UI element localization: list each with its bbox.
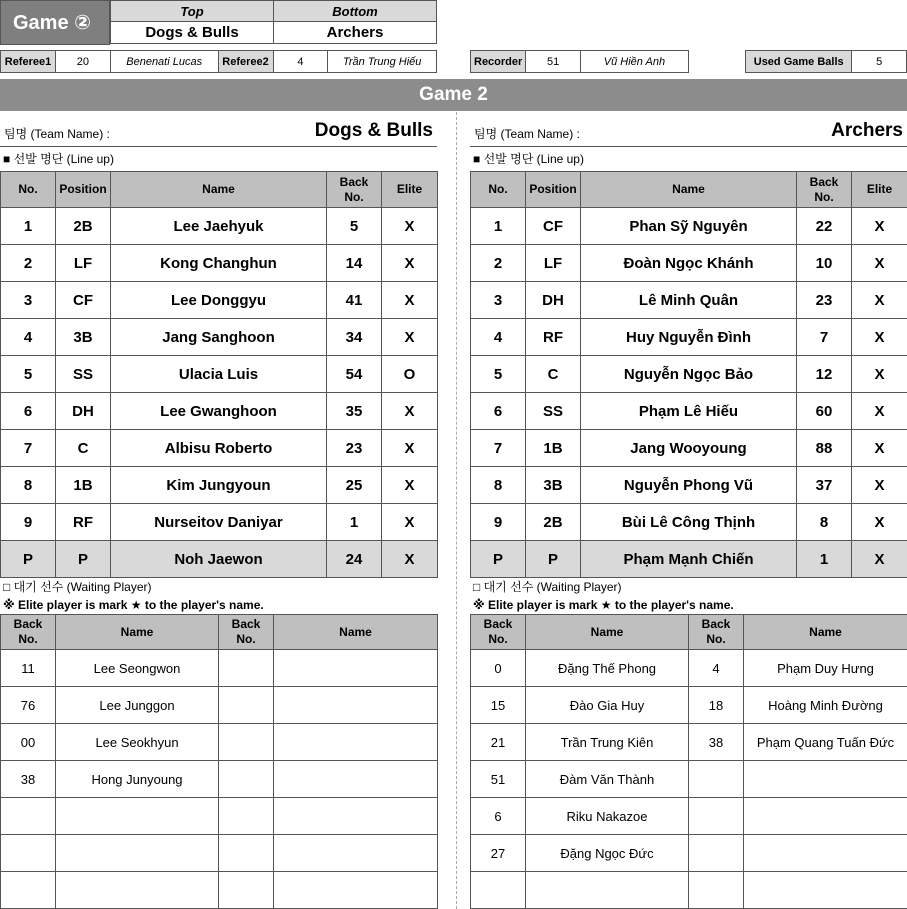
batting-order: 7 [471,430,526,467]
back-number: 34 [327,319,382,356]
elite-mark: X [852,245,907,282]
player-name: Đào Gia Huy [526,687,689,724]
back-number [219,724,274,761]
player-name: Jang Sanghoon [111,319,327,356]
batting-order: 4 [471,319,526,356]
back-number [219,798,274,835]
elite-mark: X [852,504,907,541]
waiting-row [1,761,438,798]
col-position: Position [526,172,581,208]
player-name: Đàm Văn Thành [526,761,689,798]
lineup-row [471,356,907,393]
lineup-row [471,245,907,282]
top-label: Top [111,1,274,22]
elite-mark: X [852,467,907,504]
lineup-row [471,319,907,356]
player-name: Lee Seongwon [56,650,219,687]
referee1-name: Benenati Lucas [110,51,218,73]
waiting-heading: □ 대기 선수 (Waiting Player) [473,580,622,594]
waiting-row [1,687,438,724]
recorder-label: Recorder [471,51,526,73]
back-number: 25 [327,467,382,504]
elite-note: ※ Elite player is mark ★ to the player's name. [3,598,264,612]
back-number: 27 [471,835,526,872]
back-number [689,761,744,798]
back-number: 23 [797,282,852,319]
col-back-line2: No. [236,632,256,646]
player-name: Lee Donggyu [111,282,327,319]
col-back-no [1,615,56,650]
position: RF [526,319,581,356]
col-back-line1: Back [809,174,839,189]
col-back-line2: No. [488,632,508,646]
lineup-row [1,393,438,430]
team-name-label: 팀명 (Team Name) : [474,127,580,141]
player-name: Phạm Mạnh Chiến [581,541,797,578]
batting-order: 2 [1,245,56,282]
player-name: Phạm Duy Hưng [744,650,907,687]
back-number: 4 [689,650,744,687]
position: 2B [56,208,111,245]
col-back-no [797,172,852,208]
game-badge: Game ② [0,0,110,45]
referee1-label: Referee1 [1,51,56,73]
player-name [526,872,689,909]
position: DH [56,393,111,430]
team-name: Archers [831,120,903,141]
elite-note: ※ Elite player is mark ★ to the player's name. [473,598,734,612]
player-name: Kong Changhun [111,245,327,282]
elite-mark: X [852,430,907,467]
back-number: 11 [1,650,56,687]
lineup-row [1,467,438,504]
player-name: Lee Seokhyun [56,724,219,761]
player-name: Nguyễn Phong Vũ [581,467,797,504]
waiting-table [470,614,907,909]
position: P [526,541,581,578]
back-number: 1 [797,541,852,578]
col-back-line2: No. [344,189,364,204]
used-game-balls-label: Used Game Balls [746,51,852,73]
waiting-row [471,761,907,798]
lineup-header-row [1,172,438,208]
player-name: Nguyễn Ngọc Bảo [581,356,797,393]
elite-mark: X [382,467,438,504]
referee2-label: Referee2 [218,51,273,73]
lineup-row [471,282,907,319]
back-number [219,872,274,909]
elite-mark: X [852,541,907,578]
player-name: Riku Nakazoe [526,798,689,835]
player-name [274,798,438,835]
col-elite: Elite [852,172,907,208]
batting-order: 4 [1,319,56,356]
position: CF [56,282,111,319]
waiting-row [1,835,438,872]
back-number: 8 [797,504,852,541]
elite-mark: X [852,393,907,430]
player-name: Huy Nguyễn Đình [581,319,797,356]
waiting-row [471,872,907,909]
col-back-line2: No. [18,632,38,646]
player-name: Đoàn Ngọc Khánh [581,245,797,282]
batting-order: 8 [471,467,526,504]
elite-mark: X [852,319,907,356]
team-name: Dogs & Bulls [314,120,433,141]
batting-order: P [1,541,56,578]
position: 3B [56,319,111,356]
col-back-line2: No. [706,632,726,646]
elite-mark: X [382,393,438,430]
referees-table [0,50,437,73]
player-name: Lee Jaehyuk [111,208,327,245]
col-name: Name [744,615,907,650]
lineup-row [1,319,438,356]
player-name [274,872,438,909]
position: SS [56,356,111,393]
lineup-row [1,430,438,467]
player-name: Đặng Thế Phong [526,650,689,687]
elite-mark: X [382,541,438,578]
back-number: 22 [797,208,852,245]
back-number [219,687,274,724]
col-name: Name [274,615,438,650]
waiting-row [471,724,907,761]
player-name [56,872,219,909]
bottom-team: Archers [274,22,437,44]
position: C [526,356,581,393]
referee2-name: Trần Trung Hiếu [328,51,437,73]
player-name: Phan Sỹ Nguyên [581,208,797,245]
batting-order: 7 [1,430,56,467]
back-number: 14 [327,245,382,282]
lineup-row [1,208,438,245]
back-number: 38 [689,724,744,761]
lineup-row [1,504,438,541]
batting-order: 1 [471,208,526,245]
position: C [56,430,111,467]
player-name [274,835,438,872]
back-number [219,835,274,872]
batting-order: 9 [1,504,56,541]
top-team: Dogs & Bulls [111,22,274,44]
batting-order: 3 [471,282,526,319]
used-game-balls-value: 5 [852,51,907,73]
elite-mark: X [382,208,438,245]
lineup-table [470,171,907,578]
col-back-line2: No. [814,189,834,204]
batting-order: P [471,541,526,578]
waiting-row [1,650,438,687]
player-name: Hong Junyoung [56,761,219,798]
player-name: Đặng Ngọc Đức [526,835,689,872]
recorder-table [470,50,689,73]
back-number: 35 [327,393,382,430]
player-name [274,724,438,761]
back-number [1,798,56,835]
team-name-row [470,112,907,147]
position: SS [526,393,581,430]
col-no: No. [471,172,526,208]
back-number: 18 [689,687,744,724]
back-number: 5 [327,208,382,245]
elite-mark: X [382,282,438,319]
col-name: Name [526,615,689,650]
col-position: Position [56,172,111,208]
waiting-row [1,724,438,761]
batting-order: 5 [1,356,56,393]
col-back-no [219,615,274,650]
position: RF [56,504,111,541]
center-divider [456,112,457,909]
back-number: 12 [797,356,852,393]
lineup-row [1,356,438,393]
back-number: 38 [1,761,56,798]
lineup-row [471,208,907,245]
back-number: 00 [1,724,56,761]
back-number: 41 [327,282,382,319]
player-name [744,835,907,872]
elite-mark: X [382,319,438,356]
waiting-heading: □ 대기 선수 (Waiting Player) [3,580,152,594]
back-number: 54 [327,356,382,393]
elite-mark: X [382,430,438,467]
lineup-row [471,430,907,467]
elite-mark: O [382,356,438,393]
col-name: Name [111,172,327,208]
player-name [744,761,907,798]
elite-mark: X [852,208,907,245]
back-number [689,872,744,909]
waiting-table [0,614,438,909]
game-title-bar: Game 2 [0,79,907,111]
col-name: Name [581,172,797,208]
team-name-label: 팀명 (Team Name) : [4,127,110,141]
waiting-header-row [471,615,907,650]
batting-order: 8 [1,467,56,504]
lineup-row [1,282,438,319]
back-number: 24 [327,541,382,578]
batting-order: 9 [471,504,526,541]
balls-table [745,50,907,73]
back-number [219,761,274,798]
right-team-panel [470,112,907,909]
player-name: Trần Trung Kiên [526,724,689,761]
back-number: 37 [797,467,852,504]
player-name: Hoàng Minh Đường [744,687,907,724]
waiting-row [471,687,907,724]
back-number [689,835,744,872]
player-name: Lee Junggon [56,687,219,724]
lineup-row [1,541,438,578]
batting-order: 1 [1,208,56,245]
col-name: Name [56,615,219,650]
recorder-no: 51 [526,51,581,73]
col-back-no [689,615,744,650]
position: 1B [526,430,581,467]
position: LF [526,245,581,282]
col-back-line1: Back [339,174,369,189]
back-number: 21 [471,724,526,761]
team-name-row [0,112,437,147]
lineup-row [471,541,907,578]
player-name [274,761,438,798]
col-back-line1: Back [13,617,43,631]
recorder-name: Vũ Hiền Anh [580,51,688,73]
elite-mark: X [382,245,438,282]
waiting-header-row [1,615,438,650]
back-number: 10 [797,245,852,282]
waiting-row [471,650,907,687]
position: CF [526,208,581,245]
top-bottom-table [110,0,437,44]
back-number [1,872,56,909]
back-number: 51 [471,761,526,798]
lineup-row [1,245,438,282]
player-name: Ulacia Luis [111,356,327,393]
player-name: Noh Jaewon [111,541,327,578]
back-number [219,650,274,687]
batting-order: 6 [1,393,56,430]
elite-mark: X [852,282,907,319]
player-name: Albisu Roberto [111,430,327,467]
lineup-heading: ■ 선발 명단 (Line up) [473,152,584,166]
elite-mark: X [852,356,907,393]
batting-order: 3 [1,282,56,319]
back-number: 60 [797,393,852,430]
player-name [744,798,907,835]
bottom-label: Bottom [274,1,437,22]
position: 2B [526,504,581,541]
waiting-row [471,835,907,872]
player-name: Bùi Lê Công Thịnh [581,504,797,541]
lineup-row [471,393,907,430]
col-back-line1: Back [483,617,513,631]
waiting-row [1,798,438,835]
position: LF [56,245,111,282]
back-number: 6 [471,798,526,835]
col-back-no [327,172,382,208]
player-name: Kim Jungyoun [111,467,327,504]
back-number: 23 [327,430,382,467]
elite-mark: X [382,504,438,541]
back-number [689,798,744,835]
back-number: 1 [327,504,382,541]
col-back-line1: Back [701,617,731,631]
player-name [274,687,438,724]
position: P [56,541,111,578]
position: 1B [56,467,111,504]
player-name [744,872,907,909]
col-elite: Elite [382,172,438,208]
player-name [274,650,438,687]
waiting-row [1,872,438,909]
col-back-line1: Back [231,617,261,631]
col-back-no [471,615,526,650]
back-number: 7 [797,319,852,356]
left-team-panel [0,112,437,909]
lineup-row [471,504,907,541]
lineup-header-row [471,172,907,208]
batting-order: 2 [471,245,526,282]
position: DH [526,282,581,319]
player-name: Nurseitov Daniyar [111,504,327,541]
player-name: Phạm Quang Tuấn Đức [744,724,907,761]
back-number: 0 [471,650,526,687]
batting-order: 6 [471,393,526,430]
back-number [471,872,526,909]
col-no: No. [1,172,56,208]
player-name: Jang Wooyoung [581,430,797,467]
back-number: 15 [471,687,526,724]
player-name: Lê Minh Quân [581,282,797,319]
position: 3B [526,467,581,504]
back-number: 76 [1,687,56,724]
player-name: Lee Gwanghoon [111,393,327,430]
referee2-no: 4 [273,51,328,73]
player-name [56,835,219,872]
referee1-no: 20 [55,51,110,73]
back-number: 88 [797,430,852,467]
player-name [56,798,219,835]
player-name: Phạm Lê Hiếu [581,393,797,430]
lineup-table [0,171,438,578]
lineup-heading: ■ 선발 명단 (Line up) [3,152,114,166]
lineup-row [471,467,907,504]
batting-order: 5 [471,356,526,393]
waiting-row [471,798,907,835]
back-number [1,835,56,872]
